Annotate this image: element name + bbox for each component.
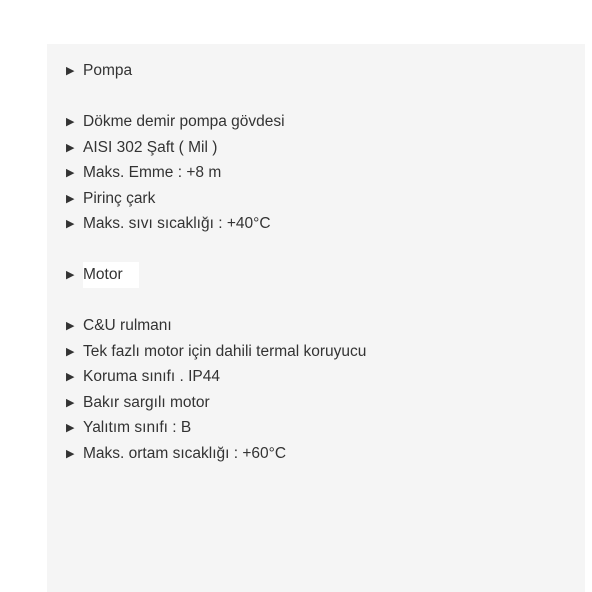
pump-item [66, 135, 366, 161]
spacer [66, 84, 366, 110]
pump-item-label: Dökme demir pompa gövdesi [83, 113, 285, 130]
motor-item-label: Koruma sınıfı . IP44 [83, 368, 220, 385]
pump-heading [66, 58, 366, 84]
triangle-right-icon: ▶ [66, 345, 75, 358]
motor-item [66, 415, 366, 441]
motor-item-label: Bakır sargılı motor [83, 393, 210, 411]
pump-item-label: Maks. sıvı sıcaklığı : +40°C [83, 215, 271, 232]
motor-item-label: Maks. ortam sıcaklığı : +60°C [83, 444, 287, 462]
motor-item-label: Yalıtım sınıfı : B [83, 419, 192, 436]
triangle-right-icon: ▶ [66, 371, 75, 383]
triangle-right-icon: ▶ [66, 447, 75, 460]
motor-heading [66, 262, 366, 288]
triangle-right-icon: ▶ [66, 269, 75, 281]
motor-item [66, 390, 366, 416]
pump-item [66, 186, 366, 212]
triangle-right-icon: ▶ [66, 116, 75, 128]
pump-item-label: Maks. Emme : +8 m [83, 164, 222, 181]
motor-item [66, 441, 366, 467]
triangle-right-icon: ▶ [66, 218, 75, 230]
motor-item-label: Tek fazlı motor için dahili termal koruyucu [83, 342, 367, 360]
triangle-right-icon: ▶ [66, 320, 75, 332]
pump-item-label: Pirinç çark [83, 189, 156, 207]
triangle-right-icon: ▶ [66, 167, 75, 179]
pump-item [66, 211, 366, 237]
pump-item [66, 109, 366, 135]
motor-item [66, 364, 366, 390]
pump-heading-label: Pompa [83, 62, 133, 79]
triangle-right-icon: ▶ [66, 141, 75, 154]
triangle-right-icon: ▶ [66, 192, 75, 205]
spec-list [66, 58, 366, 466]
motor-heading-label: Motor [83, 262, 139, 288]
motor-item [66, 339, 366, 365]
pump-item [66, 160, 366, 186]
spacer [66, 288, 366, 314]
spacer [66, 237, 366, 263]
motor-item-label: C&U rulmanı [83, 317, 172, 334]
triangle-right-icon: ▶ [66, 422, 75, 434]
motor-item [66, 313, 366, 339]
pump-item-label: AISI 302 Şaft ( Mil ) [83, 138, 218, 156]
triangle-right-icon: ▶ [66, 65, 75, 77]
triangle-right-icon: ▶ [66, 396, 75, 409]
